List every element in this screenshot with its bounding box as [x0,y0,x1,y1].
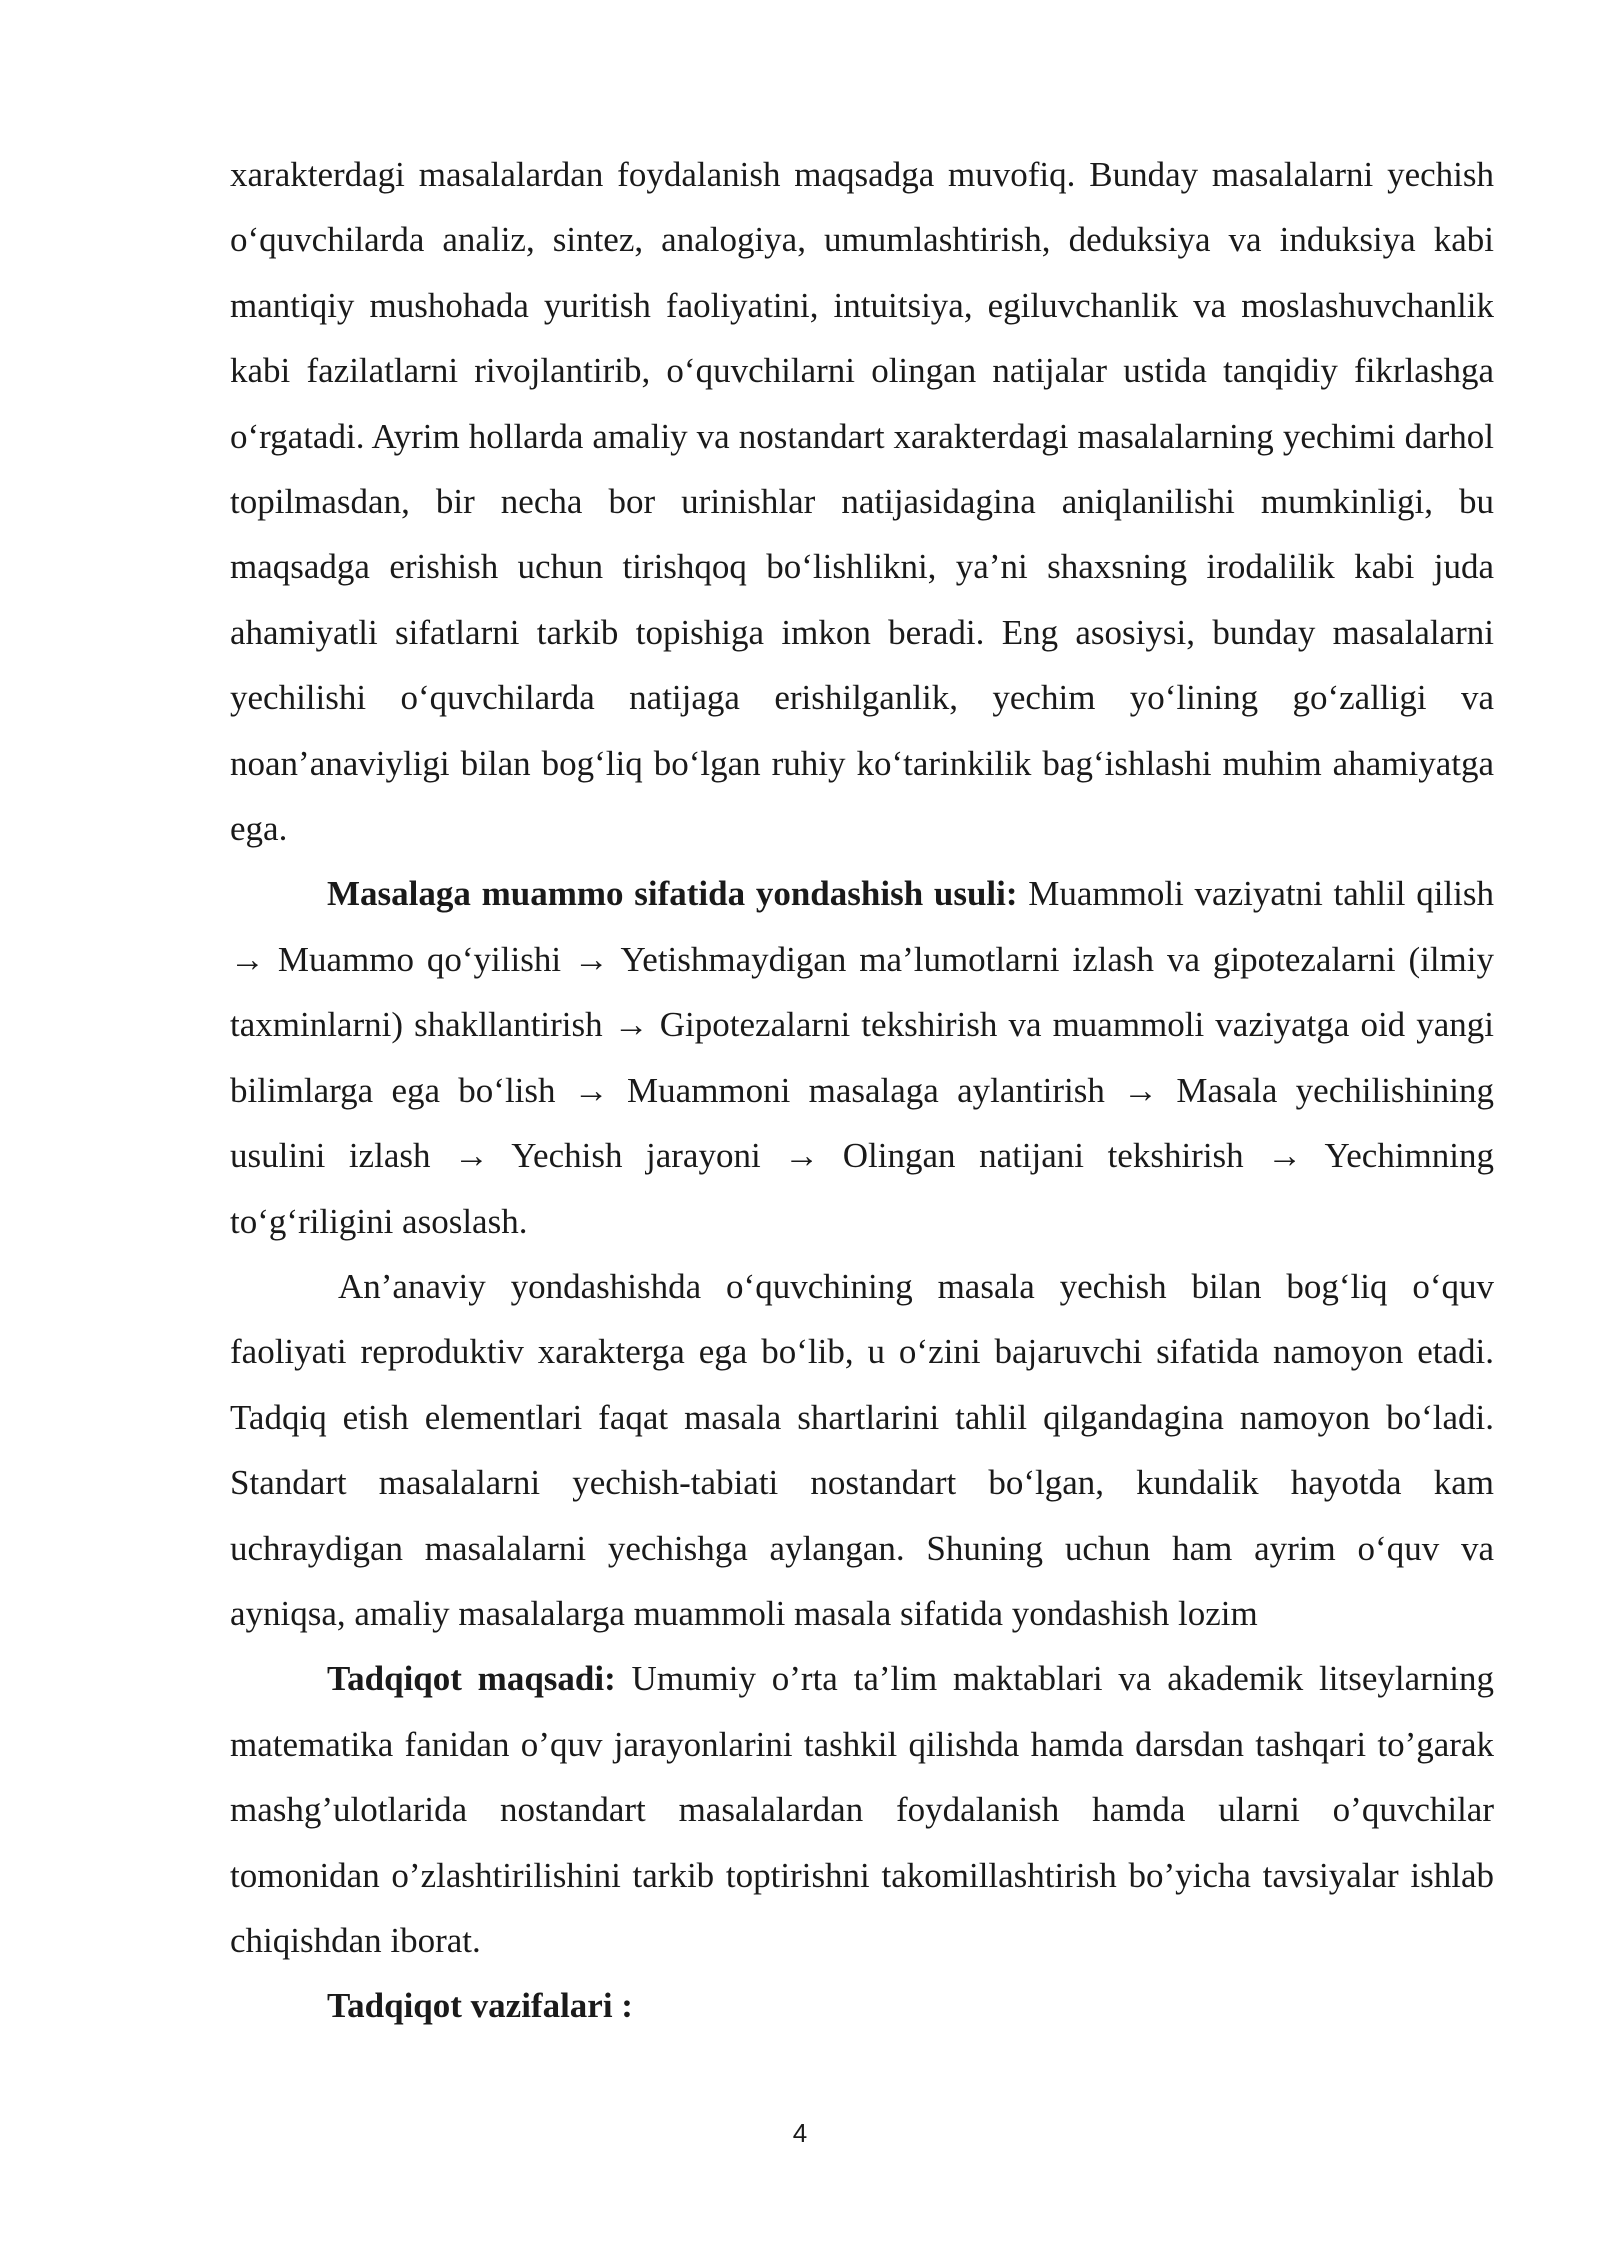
page-number: 4 [792,2118,808,2148]
paragraph-text-problem-approach: Muammoli vaziyatni tahlil qilish → Muammo qo‘yilishi → Yetishmaydigan ma’lumotlarni izlash va gipotezalarni (ilmiy taxminlarni) shakllantirish → Gipotezalarni tekshirish va muammoli vaziyatga oid yangi bilimlarga ega bo‘lish → Muammoni masalaga aylantirish → Masala yechilishining usulini izlash → Yechish jarayoni → Olingan natijani tekshirish → Yechimning to‘g‘riligini asoslash. [230,874,1494,1241]
paragraph-nostandard-benefits: xarakterdagi masalalardan foydalanish maqsadga muvofiq. Bunday masalalarni yechish o‘quvchilarda analiz, sintez, analogiya, umumlashtirish, deduksiya va induksiya kabi mantiqiy mushohada yuritish faoliyatini, intuitsiya, egiluvchanlik va moslashuvchanlik kabi fazilatlarni rivojlantirib, o‘quvchilarni olingan natijalar ustida tanqidiy fikrlashga o‘rgatadi. Ayrim hollarda amaliy va nostandart xarakterdagi masalalarning yechimi darhol topilmasdan, bir necha bor urinishlar natijasidagina aniqlanilishi mumkinligi, bu maqsadga erishish uchun tirishqoq bo‘lishlikni, ya’ni shaxsning irodalilik kabi juda ahamiyatli sifatlarni tarkib topishiga imkon beradi. Eng asosiysi, bunday masalalarni yechilishi o‘quvchilarda natijaga erishilganlik, yechim yo‘lining go‘zalligi va noan’anaviyligi bilan bog‘liq bo‘lgan ruhiy ko‘tarinkilik bag‘ishlashi muhim ahamiyatga ega. [230,155,1494,849]
paragraph-heading-problem-approach: Masalaga muammo sifatida yondashish usuli: [327,874,1018,914]
document-page [230,142,1494,2039]
paragraph-heading-research-goal: Tadqiqot maqsadi: [327,1659,616,1699]
paragraph-research-goal [230,1646,1494,1973]
paragraph-text-research-goal: Umumiy o’rta ta’lim maktablari va akademik litseylarning matematika fanidan o’quv jarayonlarini tashkil qilishda hamda darsdan tashqari to’garak mashg’ulotlarida nostandart masalalardan foydalanish hamda ularni o’quvchilar tomonidan o’zlashtirilishini tarkib toptirishni takomillashtirish bo’yicha tavsiyalar ishlab chiqishdan iborat. [230,1659,1495,1960]
paragraph-problem-approach [230,861,1494,1253]
paragraph-research-tasks [230,1973,1494,2038]
paragraph-traditional-approach: An’anaviy yondashishda o‘quvchining masala yechish bilan bog‘liq o‘quv faoliyati reproduktiv xarakterga ega bo‘lib, u o‘zini bajaruvchi sifatida namoyon etadi. Tadqiq etish elementlari faqat masala shartlarini tahlil qilgandagina namoyon bo‘ladi. Standart masalalarni yechish-tabiati nostandart bo‘lgan, kundalik hayotda kam uchraydigan masalalarni yechishga aylangan. Shuning uchun ham ayrim o‘quv va ayniqsa, amaliy masalalarga muammoli masala sifatida yondashish lozim [230,1266,1494,1633]
paragraph-heading-research-tasks: Tadqiqot vazifalari : [327,1986,633,2026]
